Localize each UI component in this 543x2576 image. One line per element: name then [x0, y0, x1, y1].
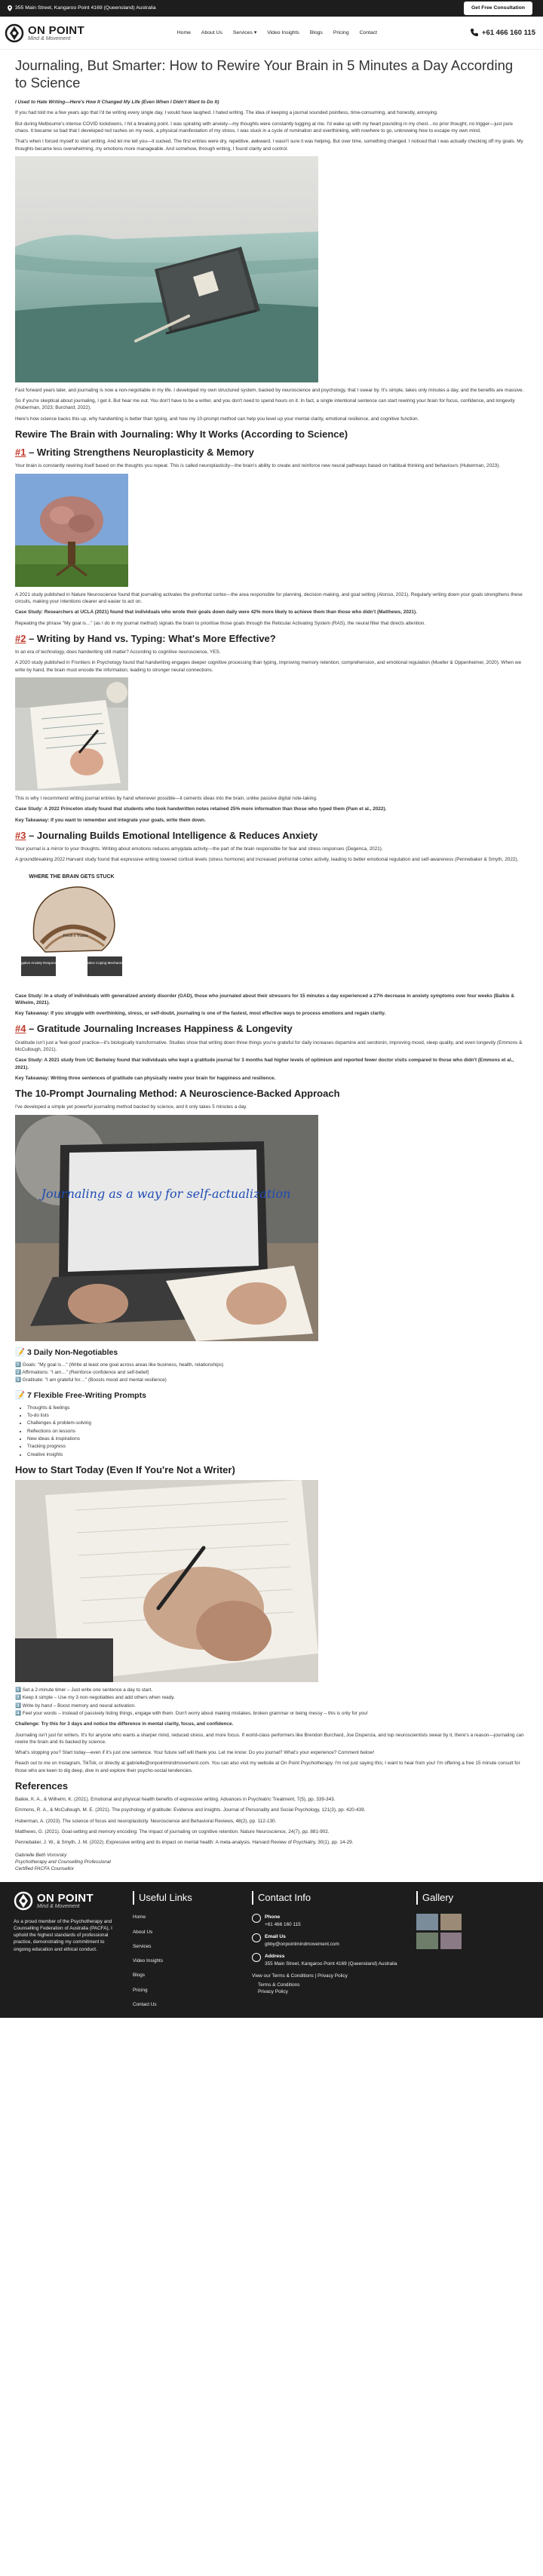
- section-heading-4: #4 – Gratitude Journaling Increases Happiness & Longevity: [15, 1023, 293, 1035]
- reference-item: Matthews, G. (2021). Goal-setting and memory encoding: The impact of journaling on cognitive retention. Nature Neuroscience, 24(7), pp. 881-902.: [15, 1829, 330, 1835]
- flexible-prompts-heading: 📝 7 Flexible Free-Writing Prompts: [15, 1390, 146, 1400]
- brain-tree-image: [15, 474, 128, 587]
- case-study: Case Study: In a study of individuals with generalized anxiety disorder (GAD), those who journaled about their stressors for 15 minutes a day experienced a 27% decrease in anxiety symptoms over four weeks (Baikie & Wilhelm, 2021).: [15, 993, 514, 1006]
- paragraph: Here's how science backs this up, why handwriting is better than typing, and how my 10-prompt method can help you level up your mental clarity, emotional resilience, and cognitive function.: [15, 416, 419, 422]
- daily-nonnegotiables-heading: 📝 3 Daily Non-Negotiables: [15, 1347, 118, 1357]
- paragraph: Your brain is constantly rewiring itself based on the thoughts you repeat. This is called neuroplasticity—the brain's ability to create and reinforce new neural pathways based on habitual thinking and behaviours (Huberman, 2023).: [15, 463, 501, 469]
- blog-article: [0, 50, 543, 1873]
- nav-item-video-insights[interactable]: Video Insights: [267, 29, 299, 35]
- nav-phone[interactable]: +61 466 160 115: [470, 28, 535, 38]
- main-nav: [0, 17, 543, 50]
- section-heading-method: The 10-Prompt Journaling Method: A Neuroscience-Backed Approach: [15, 1088, 340, 1100]
- list-item: • Tracking progress: [27, 1443, 528, 1450]
- author-role: Psychotherapy and Counselling Professional: [15, 1859, 111, 1865]
- footer-contact: [252, 1891, 403, 2010]
- paragraph: A 2021 study published in Nature Neuroscience found that journaling activates the prefrontal cortex—the area responsible for planning, decision-making, and goal setting (Alonso, 2021). Regularly writing down your goals strengthens these circuits, making your intentions clearer and easier to act on.: [15, 591, 523, 604]
- reference-item: Huberman, A. (2023). The science of focus and neuroplasticity. Neuroscience and Behavioral Reviews, 48(2), pp. 112-130.: [15, 1818, 277, 1824]
- footer-contact-title: Contact Info: [252, 1891, 403, 1905]
- list-item: • Creative insights: [27, 1451, 528, 1458]
- step-item: 2️⃣ Keep it simple – Use my 3 non-negotiables and add others when ready.: [15, 1695, 175, 1701]
- footer-link-blogs[interactable]: Blogs: [133, 1973, 145, 1979]
- chevron-down-icon: ▾: [253, 29, 257, 35]
- case-study: Case Study: Researchers at UCLA (2021) found that individuals who wrote their goals down daily were 42% more likely to achieve them than those who didn't (Matthews, 2021).: [15, 609, 417, 616]
- paragraph: Fast forward years later, and journaling is now a non-negotiable in my life. I developed my own structured system, backed by neuroscience and psychology, that I swear by. It's simple, takes only minutes a day, and the benefits are massive.: [15, 387, 524, 393]
- gallery-thumb[interactable]: [416, 1933, 438, 1949]
- paragraph: That's when I forced myself to start writing. And let me tell you—it sucked. The first entries were dry, repetitive, awkward. I wasn't sure it was helping. But over time, something changed. I noticed that I was actually checking off my goals. My thoughts became less overwhelming, my emotions more manageable. And somehow, through writing, I found clarity and control.: [15, 139, 523, 152]
- laptop-screen-text: Journaling as a way for self-actualization: [41, 1186, 291, 1201]
- paragraph: Journaling isn't just for writers. It's for anyone who wants a sharper mind, reduced stress, and more focus. If world-class performers like Brendon Burchard, Joe Dispenza, and top neuroscientists swear by it, there's a reason—journaling can rewire the brain and its backed by science.: [15, 1732, 524, 1745]
- gallery-thumb[interactable]: [440, 1933, 462, 1949]
- paragraph: So if you're skeptical about journaling, I get it. But hear me out. You don't have to be a writer, and you don't need to spend hours on it. In fact, a single intentional sentence can start rewiring your brain for focus, confidence, and longevity (Huberman, 2023; Burchard, 2022).: [15, 398, 515, 411]
- phone-icon: [470, 28, 479, 37]
- paragraph: This is why I recommend writing journal entries by hand whenever possible—it cements ideas into the brain, unlike passive digital note-taking.: [15, 795, 318, 801]
- nav-item-blogs[interactable]: Blogs: [309, 29, 323, 35]
- footer-terms-line: View our Terms & Conditions | Privacy Policy: [252, 1973, 348, 1979]
- list-item: • Reflections on lessons: [27, 1428, 528, 1435]
- laptop-journal-image: [15, 1115, 318, 1341]
- author-name: Gabrielle Beth Vorovsky: [15, 1852, 67, 1858]
- section-heading-1: #1 – Writing Strengthens Neuroplasticity & Memory: [15, 447, 254, 459]
- step-item: 3️⃣ Write by hand – Boost memory and neural activation.: [15, 1702, 136, 1709]
- nav-item-home[interactable]: Home: [176, 29, 191, 35]
- footer-phone[interactable]: Phone +61 466 160 115: [252, 1914, 403, 1928]
- references-list: [15, 1796, 528, 1846]
- phone-icon: [252, 1914, 261, 1923]
- footer-link-contact[interactable]: Contact Us: [133, 2002, 157, 2008]
- nav-item-pricing[interactable]: Pricing: [333, 29, 349, 35]
- flexible-prompts-list: [15, 1405, 528, 1458]
- footer-link-video-insights[interactable]: Video Insights: [133, 1958, 164, 1964]
- gallery-grid: [416, 1914, 462, 1949]
- nav-item-about[interactable]: About Us: [201, 29, 222, 35]
- list-item: • To-do lists: [27, 1412, 528, 1419]
- reference-item: Emmons, R. A., & McCullough, M. E. (2021). The psychology of gratitude: Evidence and insights. Journal of Personality and Social Psychology, 121(3), pp. 420-439.: [15, 1807, 366, 1813]
- brain-diagram-mid-label: Fresh x Tracks: [63, 933, 88, 938]
- paragraph: In an era of technology, does handwriting still matter? According to cognitive neuroscience, YES.: [15, 649, 221, 656]
- footer-terms-link[interactable]: Terms & Conditions: [258, 1982, 300, 1988]
- nav-item-contact[interactable]: Contact: [359, 29, 378, 35]
- footer-gallery-title: Gallery: [416, 1891, 477, 1905]
- section-heading-science: Rewire The Brain with Journaling: Why It Works (According to Science): [15, 428, 348, 440]
- location-pin-icon: [252, 1953, 261, 1962]
- top-bar: [0, 0, 543, 17]
- gallery-thumb[interactable]: [416, 1914, 438, 1930]
- step-item: 1️⃣ Set a 2-minute timer – Just write one sentence a day to start.: [15, 1687, 153, 1693]
- daily-item: 3️⃣ Gratitude: "I am grateful for…" (Boosts mood and mental resilience): [15, 1377, 167, 1383]
- section-heading-start: How to Start Today (Even If You're Not a Writer): [15, 1463, 235, 1475]
- hero-journal-image: [15, 156, 318, 382]
- paragraph: If you had told me a few years ago that I'd be writing every single day, I would have laughed. I hated writing. The idea of keeping a journal sounded pointless, time-consuming, and honestly, annoying.: [15, 110, 438, 116]
- references-heading: References: [15, 1779, 69, 1792]
- paragraph: A groundbreaking 2022 Harvard study found that expressive writing lowered cortisol levels (stress hormone) and increased prefrontal cortex activity, leading to better emotional regulation and self-awareness (Pennebaker & Smyth, 2022).: [15, 857, 519, 863]
- key-takeaway: Key Takeaway: Writing three sentences of gratitude can physically rewire your brain for happiness and resilience.: [15, 1075, 276, 1081]
- footer-link-services[interactable]: Services: [133, 1943, 152, 1949]
- paragraph: A 2020 study published in Frontiers in Psychology found that handwriting engages deeper cognitive processing than typing, improving memory retention, comprehension, and emotional regulation (Mueller & Oppenheimer, 2020). When we write by hand, the brain must encode the information, leading to stronger neural connections.: [15, 660, 522, 673]
- challenge: Challenge: Try this for 3 days and notice the difference in mental clarity, focus, and confidence.: [15, 1721, 234, 1727]
- paragraph: What's stopping you? Start today—even if it's just one sentence. Your future self will thank you. Let me know: Do you journal? What's your experience? Comment below!: [15, 1750, 375, 1756]
- handwriting-image: [15, 677, 128, 791]
- paragraph: But during Melbourne's intense COVID lockdowns, I hit a breaking point. I was spiraling with anxiety—my thoughts were constantly tugging at me. I'd wake up with my heart pounding in my chest…no prior thought, no trigger—just pure chaos. It became so bad that I developed red rashes on my neck, a physical manifestation of my stress. I was stuck in a cycle of rumination and overthinking, with nowhere to go, unknowing how to escape my own mind.: [15, 121, 513, 134]
- case-study: Case Study: A 2021 study from UC Berkeley found that individuals who kept a gratitude journal for 3 months had higher levels of optimism and reported fewer doctor visits compared to those who didn't (Emmons et al., 2021).: [15, 1058, 514, 1070]
- footer-about: [14, 1891, 119, 2010]
- topbar-address-text: 355 Main Street, Kangaroo Point 4169 (Queensland) Australia: [15, 5, 156, 11]
- location-pin-icon: [8, 5, 12, 11]
- topbar-address: [8, 5, 156, 12]
- footer-email[interactable]: Email Us gbby@onpointmindmovement.com: [252, 1933, 403, 1948]
- list-item: • Thoughts & feelings: [27, 1405, 528, 1411]
- brain-diagram-heading: WHERE THE BRAIN GETS STUCK: [29, 874, 115, 880]
- footer-link-home[interactable]: Home: [133, 1914, 146, 1920]
- brain-diagram-right-label: Positive Coping Mechanisms: [83, 960, 127, 965]
- email-icon: [252, 1933, 261, 1942]
- author-signature: [15, 1853, 528, 1873]
- contact-paragraph: Reach out to me on Instagram, TikTok, or directly at gabrielle@onpointmindmovement.com. You can also visit my website at On Point Psychotherapy. I'm not just saying this; I want to hear from you! I'm offering a free 15 minute consult for those who are keen to dig deep, dive in and explore their psycho-social tendencies.: [15, 1761, 520, 1773]
- site-logo[interactable]: [5, 23, 84, 43]
- logo-mark-icon: [5, 23, 26, 43]
- daily-item: 2️⃣ Affirmations: "I am…" (Reinforce confidence and self-belief): [15, 1370, 149, 1376]
- reference-item: Pennebaker, J. W., & Smyth, J. M. (2022). Expressive writing and its impact on mental health: A meta-analysis. Harvard Review of Psychiatry, 30(1), pp. 14-29.: [15, 1840, 354, 1846]
- writing-notebook-image: [15, 1480, 318, 1682]
- paragraph: Repeating the phrase "My goal is…" (as I do in my journal method) signals the brain to prioritise those goals through the Reticular Activating System (RAS), the neural filter that directs attention.: [15, 620, 426, 626]
- section-heading-2: #2 – Writing by Hand vs. Typing: What's More Effective?: [15, 632, 276, 644]
- article-title: Journaling, But Smarter: How to Rewire Your Brain in 5 Minutes a Day According to Science: [15, 57, 514, 91]
- paragraph: Gratitude isn't just a 'feel-good' practice—it's biologically transformative. Studies show that writing down three things you're grateful for daily increases dopamine and serotonin, improving mood, sleep quality, and even longevity (Emmons & McCullough, 2021).: [15, 1039, 523, 1052]
- author-cert: Certified PACFA Counsellor: [15, 1865, 75, 1871]
- logo-tagline: Mind & Movement: [28, 35, 71, 41]
- reference-item: Baikie, K. A., & Wilhelm, K. (2021). Emotional and physical health benefits of expressive writing. Advances in Psychiatric Treatment, 7(5), pp. 339-343.: [15, 1797, 336, 1803]
- footer-gallery: [416, 1891, 477, 2010]
- footer-link-pricing[interactable]: Pricing: [133, 1987, 148, 1993]
- key-takeaway: Key Takeaway: If you want to remember and integrate your goals, write them down.: [15, 817, 206, 823]
- site-footer: [0, 1882, 543, 2018]
- footer-links: [133, 1891, 238, 2010]
- brain-tracks-image: [15, 867, 128, 988]
- footer-privacy-link[interactable]: Privacy Policy: [258, 1989, 288, 1995]
- paragraph: Your journal is a mirror to your thoughts. Writing about emotions reduces amygdala activity—the part of the brain responsible for fear and stress responses (Degenca, 2021).: [15, 846, 383, 852]
- footer-link-about[interactable]: About Us: [133, 1929, 153, 1935]
- daily-item: 1️⃣ Goals: "My goal is…" (Write at least one goal across areas like business, health, relationships): [15, 1362, 224, 1368]
- list-item: • Challenges & problem-solving: [27, 1420, 528, 1426]
- logo-mark-icon: [14, 1891, 35, 1911]
- article-intro-heading: I Used to Hate Writing—Here's How It Changed My Life (Even When I Didn't Want to Do It): [15, 100, 219, 106]
- step-item: 4️⃣ Feel your words – Instead of passively listing things, engage with them. Don't worry about making mistakes, broken grammar or being messy – this is only for you!: [15, 1710, 368, 1716]
- paragraph: I've developed a simple yet powerful journaling method backed by science, and it only takes 5 minutes a day.: [15, 1104, 247, 1110]
- nav-menu: [177, 29, 377, 37]
- free-consultation-button[interactable]: Get Free Consultation: [464, 2, 532, 15]
- brain-diagram-left-label: Negative Anxiety Responses: [17, 960, 60, 965]
- list-item: • New ideas & inspirations: [27, 1435, 528, 1442]
- logo-name: ON POINT: [28, 23, 84, 37]
- footer-links-title: Useful Links: [133, 1891, 238, 1905]
- key-takeaway: Key Takeaway: If you struggle with overthinking, stress, or self-doubt, journaling is one of the fastest, most effective ways to process emotions and regain clarity.: [15, 1011, 386, 1017]
- footer-about-text: As a proud member of the Psychotherapy and Counselling Federation of Australia (PACFA), I uphold the highest standards of professional practice, demonstrating my commitment to ongoing education and ethical conduct.: [14, 1918, 112, 1952]
- footer-logo[interactable]: ON POINT Mind & Movement: [14, 1891, 119, 1911]
- section-heading-3: #3 – Journaling Builds Emotional Intelligence & Reduces Anxiety: [15, 829, 318, 841]
- case-study: Case Study: A 2022 Princeton study found that students who took handwritten notes retained 25% more information than those who typed them (Pam et al., 2022).: [15, 806, 387, 812]
- gallery-thumb[interactable]: [440, 1914, 462, 1930]
- footer-address: Address 355 Main Street, Kangaroo Point 4169 (Queensland) Australia: [252, 1953, 403, 1967]
- nav-item-services[interactable]: Services ▾: [232, 29, 257, 35]
